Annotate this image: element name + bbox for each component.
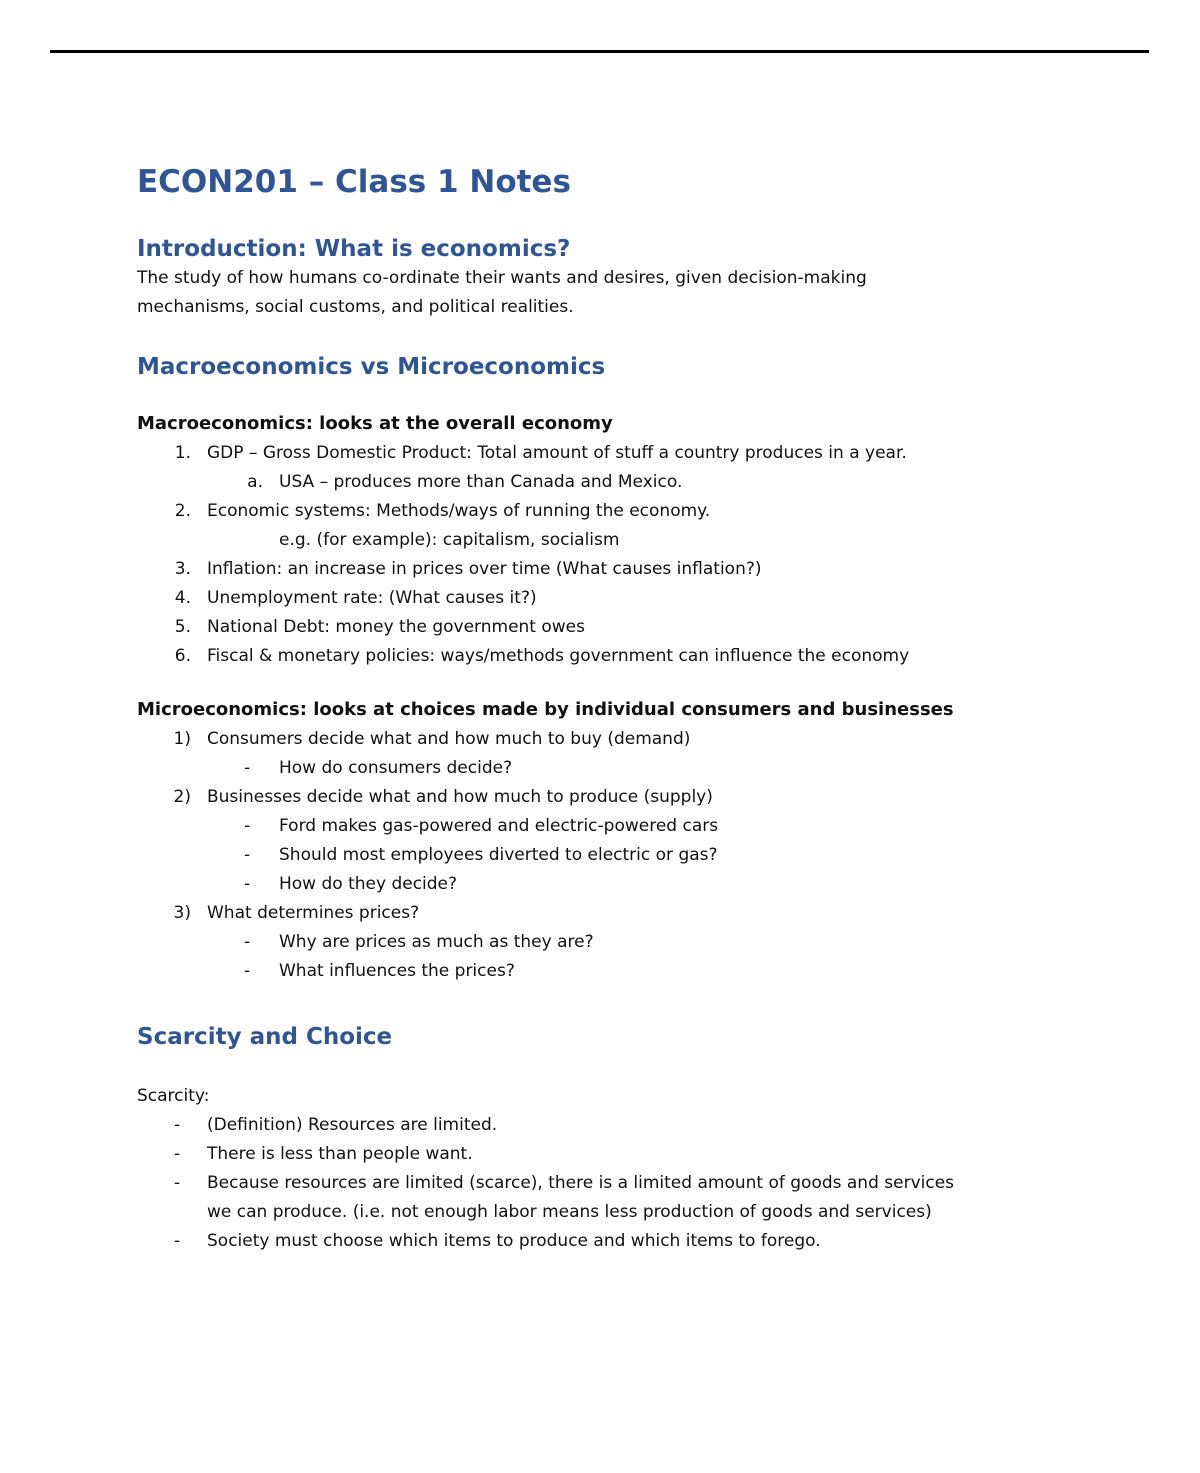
dash-marker: - <box>244 932 251 952</box>
list-marker: 3. <box>174 559 191 579</box>
list-item-text: (Definition) Resources are limited. <box>207 1115 498 1135</box>
list-marker: 3) <box>173 903 191 923</box>
list-item-text: Society must choose which items to produce and which items to forego. <box>207 1231 821 1251</box>
list-marker: 4. <box>174 588 191 608</box>
micro-subheading: Microeconomics: looks at choices made by individual consumers and businesses <box>137 699 954 720</box>
list-item <box>137 899 1097 928</box>
dash-marker: - <box>244 874 251 894</box>
list-marker: 6. <box>174 646 191 666</box>
list-item-text: What influences the prices? <box>279 961 515 981</box>
list-item <box>137 957 1097 986</box>
list-item <box>137 497 1097 526</box>
list-item-text: Unemployment rate: (What causes it?) <box>207 588 537 608</box>
list-item <box>137 812 1097 841</box>
list-item-text: e.g. (for example): capitalism, socialism <box>279 530 620 550</box>
list-item-text: USA – produces more than Canada and Mexico. <box>279 472 683 492</box>
dash-marker: - <box>174 1144 181 1164</box>
intro-heading: Introduction: What is economics? <box>137 236 571 262</box>
dash-marker: - <box>174 1115 181 1135</box>
list-marker: 5. <box>174 617 191 637</box>
list-item <box>137 468 1097 497</box>
list-item <box>137 1140 1097 1169</box>
dash-marker: - <box>244 758 251 778</box>
list-item-text: Inflation: an increase in prices over time (What causes inflation?) <box>207 559 762 579</box>
list-item <box>137 725 1097 754</box>
list-item-text: Because resources are limited (scarce), there is a limited amount of goods and services <box>207 1173 955 1193</box>
list-item <box>137 555 1097 584</box>
list-item-text: GDP – Gross Domestic Product: Total amount of stuff a country produces in a year. <box>207 443 907 463</box>
header-rule <box>50 50 1149 53</box>
list-item-text: we can produce. (i.e. not enough labor means less production of goods and services) <box>207 1202 932 1222</box>
list-item <box>137 841 1097 870</box>
macro-list <box>137 439 1097 671</box>
list-item <box>137 1169 1097 1198</box>
list-marker: 2. <box>174 501 191 521</box>
list-item-text: Should most employees diverted to electric or gas? <box>279 845 718 865</box>
list-marker: 1. <box>174 443 191 463</box>
list-marker: 2) <box>173 787 191 807</box>
list-item-text: Fiscal & monetary policies: ways/methods government can influence the economy <box>207 646 910 666</box>
list-item <box>137 870 1097 899</box>
dash-marker: - <box>244 961 251 981</box>
list-marker: a. <box>247 472 263 492</box>
document-title: ECON201 – Class 1 Notes <box>137 164 571 200</box>
intro-text-line-1: The study of how humans co-ordinate their wants and desires, given decision-making <box>137 268 867 288</box>
document-body <box>137 160 1097 1256</box>
list-item-text: National Debt: money the government owes <box>207 617 586 637</box>
dash-marker: - <box>244 845 251 865</box>
list-item <box>137 1227 1097 1256</box>
list-item <box>137 783 1097 812</box>
list-item-text: There is less than people want. <box>207 1144 473 1164</box>
list-item <box>137 439 1097 468</box>
list-item <box>137 642 1097 671</box>
dash-marker: - <box>174 1231 181 1251</box>
list-item <box>137 584 1097 613</box>
list-item <box>137 754 1097 783</box>
list-item-text: Consumers decide what and how much to buy (demand) <box>207 729 691 749</box>
list-item-text: Businesses decide what and how much to produce (supply) <box>207 787 713 807</box>
micro-list <box>137 725 1097 986</box>
list-item-text: Ford makes gas-powered and electric-powered cars <box>279 816 719 836</box>
list-item-text: How do they decide? <box>279 874 458 894</box>
macro-subheading: Macroeconomics: looks at the overall economy <box>137 413 613 434</box>
list-marker: 1) <box>173 729 191 749</box>
list-item-text: Why are prices as much as they are? <box>279 932 594 952</box>
list-item <box>137 613 1097 642</box>
scarcity-label: Scarcity: <box>137 1086 210 1106</box>
list-item <box>137 928 1097 957</box>
list-item <box>137 1111 1097 1140</box>
list-item-text: What determines prices? <box>207 903 420 923</box>
scarcity-list <box>137 1111 1097 1256</box>
list-item-text: Economic systems: Methods/ways of running the economy. <box>207 501 711 521</box>
macro-vs-micro-heading: Macroeconomics vs Microeconomics <box>137 354 606 380</box>
dash-marker: - <box>174 1173 181 1193</box>
scarcity-heading: Scarcity and Choice <box>137 1024 393 1050</box>
list-item-continuation <box>137 1198 1097 1227</box>
list-item-text: How do consumers decide? <box>279 758 513 778</box>
intro-text-line-2: mechanisms, social customs, and political realities. <box>137 297 574 317</box>
list-item-continuation <box>137 526 1097 555</box>
dash-marker: - <box>244 816 251 836</box>
